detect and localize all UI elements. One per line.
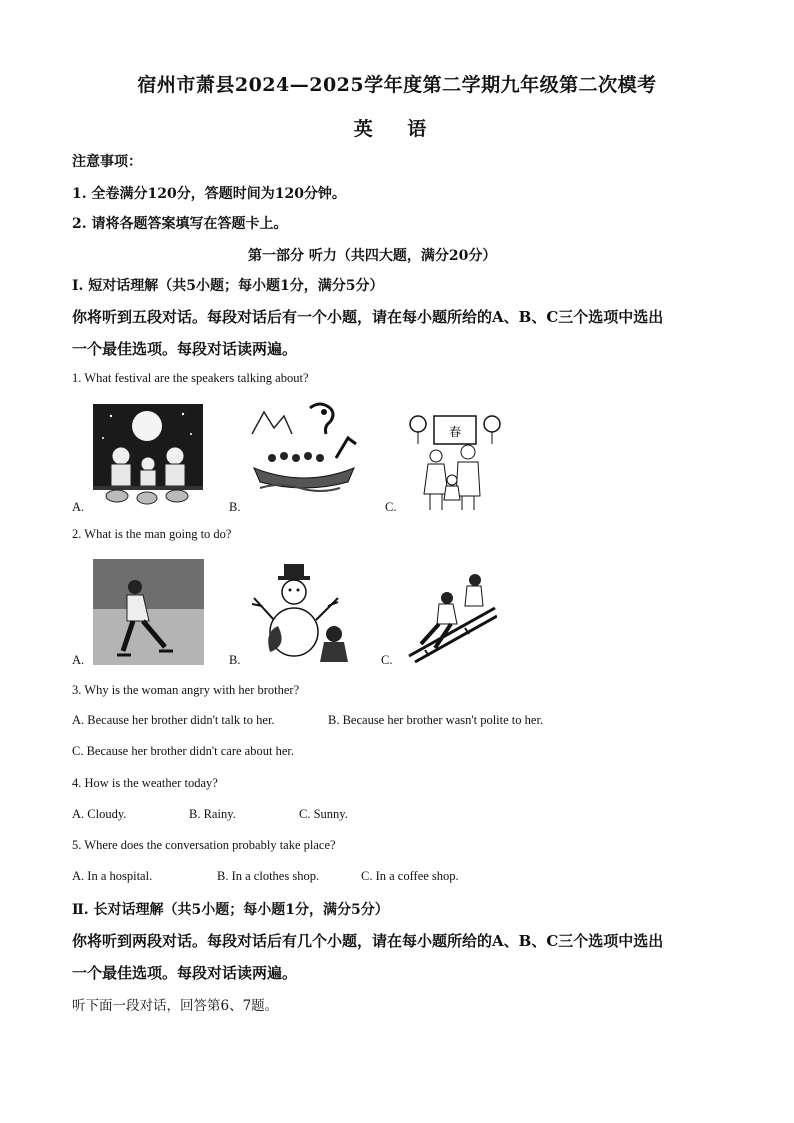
part1-title: 第一部分 听力（共四大题，满分20分） [248, 248, 497, 264]
q1-option-b-label: B. [229, 500, 241, 514]
exam-title: 宿州市萧县2024—2025学年度第二学期九年级第二次模考 [137, 74, 657, 96]
q1-option-c-label: C. [385, 500, 397, 514]
q2-option-b-label: B. [229, 653, 241, 667]
svg-text:春: 春 [448, 425, 462, 439]
notice-item-1: 1. 全卷满分120分，答题时间为120分钟。 [72, 186, 346, 202]
q5-option-b: B. In a clothes shop. [217, 869, 320, 883]
dialogue-prompt-6-7: 听下面一段对话，回答第6、7题。 [72, 998, 279, 1014]
dragon-boat-festival-image [250, 398, 362, 498]
section1-instruction-line2: 一个最佳选项。每段对话读两遍。 [72, 340, 298, 358]
q4-option-c: C. Sunny. [299, 807, 348, 821]
ice-skating-image [93, 559, 204, 665]
q5-option-c: C. In a coffee shop. [361, 869, 459, 883]
question-2: 2. What is the man going to do? [72, 527, 232, 541]
question-4: 4. How is the weather today? [72, 776, 218, 790]
q5-option-a: A. In a hospital. [72, 869, 153, 883]
notice-item-2: 2. 请将各题答案填写在答题卡上。 [72, 216, 288, 232]
q2-option-a-label: A. [72, 653, 85, 667]
subject-title: 英 语 [353, 118, 441, 140]
question-3: 3. Why is the woman angry with her brother? [72, 683, 300, 697]
q3-option-a: A. Because her brother didn't talk to her. [72, 713, 275, 727]
q2-option-c-label: C. [381, 653, 393, 667]
section2-title: Ⅱ. 长对话理解（共5小题；每小题1分，满分5分） [72, 902, 389, 918]
q3-option-b: B. Because her brother wasn't polite to her. [328, 713, 544, 727]
section1-instruction-line1: 你将听到五段对话。每段对话后有一个小题，请在每小题所给的A、B、C三个选项中选出 [72, 308, 664, 326]
question-5: 5. Where does the conversation probably take place? [72, 838, 336, 852]
q4-option-a: A. Cloudy. [72, 807, 127, 821]
spring-festival-image [406, 410, 504, 514]
question-1: 1. What festival are the speakers talking about? [72, 371, 309, 385]
sledding-image [405, 570, 497, 664]
notice-heading: 注意事项： [72, 154, 142, 170]
q3-option-c: C. Because her brother didn't care about her. [72, 744, 294, 758]
section2-instruction-line2: 一个最佳选项。每段对话读两遍。 [72, 964, 298, 982]
mid-autumn-festival-image [93, 404, 203, 508]
q4-option-b: B. Rainy. [189, 807, 236, 821]
section2-instruction-line1: 你将听到两段对话。每段对话后有几个小题，请在每小题所给的A、B、C三个选项中选出 [72, 932, 664, 950]
q1-option-a-label: A. [72, 500, 85, 514]
snowman-image [248, 562, 352, 664]
section1-title: Ⅰ. 短对话理解（共5小题；每小题1分，满分5分） [72, 278, 384, 294]
